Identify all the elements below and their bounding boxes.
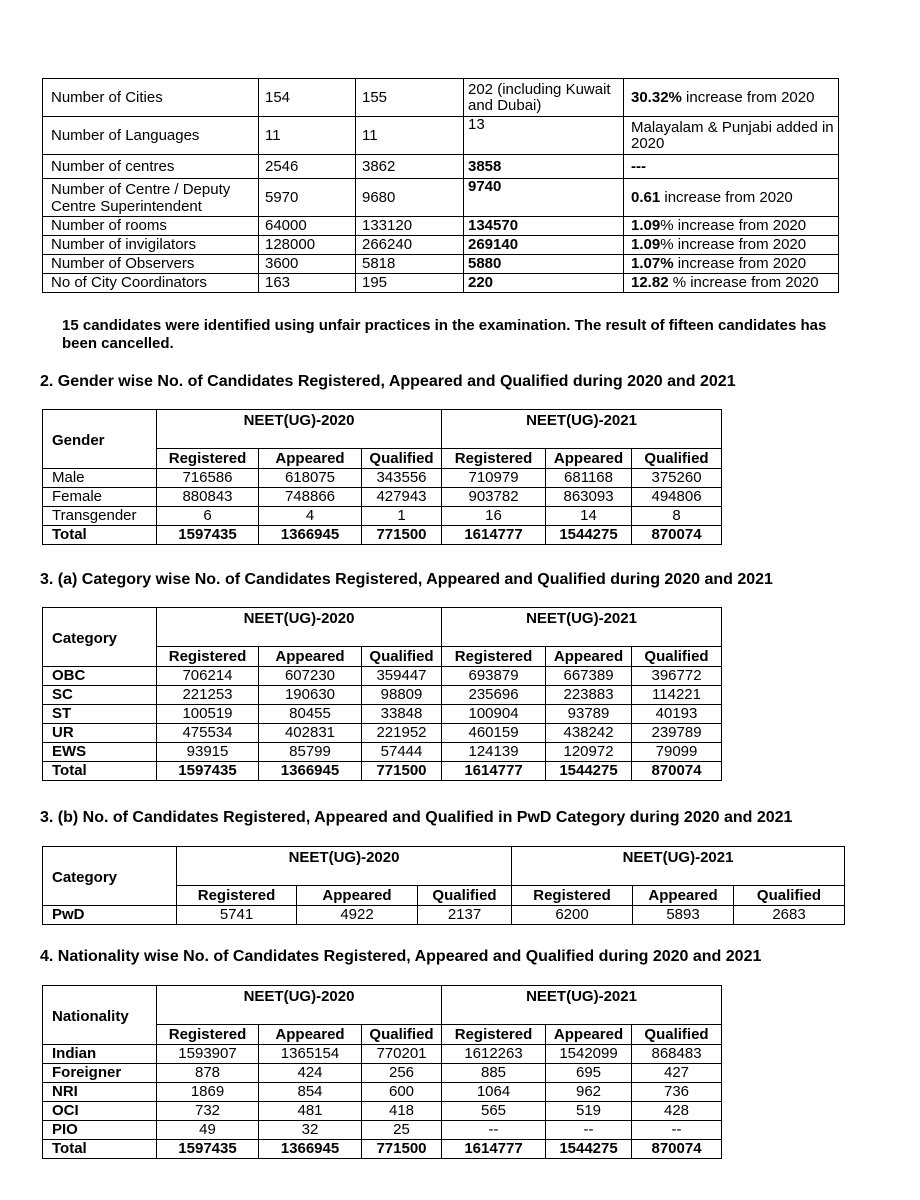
stats-change-text: increase from 2020: [681, 88, 815, 106]
category-cell: 1366945: [259, 762, 362, 781]
stats-row: [43, 217, 839, 236]
category-registered-header-2020: Registered: [157, 647, 259, 667]
stats-change-bold: 30.32%: [631, 88, 682, 106]
stats-2021-value: 220: [464, 274, 624, 293]
gender-row: [43, 469, 722, 488]
category-cell: 402831: [259, 724, 362, 743]
nationality-row: [43, 1064, 722, 1083]
nationality-cell: 25: [362, 1121, 442, 1140]
category-cell: 221253: [157, 686, 259, 705]
stats-row: [43, 79, 839, 117]
category-cell: 607230: [259, 667, 362, 686]
category-qualified-header-2020: Qualified: [362, 647, 442, 667]
category-cell: 93789: [546, 705, 632, 724]
nationality-cell: 256: [362, 1064, 442, 1083]
gender-neet2020-header: NEET(UG)-2020: [157, 410, 442, 449]
stats-2021-value: 9740: [464, 179, 624, 217]
gender-cell: 4: [259, 507, 362, 526]
category-table: [42, 607, 722, 781]
pwd-table: [42, 846, 845, 925]
gender-cell: 863093: [546, 488, 632, 507]
nationality-cell: 695: [546, 1064, 632, 1083]
nationality-cell: 600: [362, 1083, 442, 1102]
category-row: [43, 686, 722, 705]
category-row: [43, 724, 722, 743]
category-row-label: Total: [43, 762, 157, 781]
pwd-cell: 5893: [633, 906, 734, 925]
nationality-cell: 565: [442, 1102, 546, 1121]
stats-change-bold: 1.07%: [631, 255, 674, 272]
nationality-row: [43, 1140, 722, 1159]
category-cell: 124139: [442, 743, 546, 762]
stats-row-label: Number of rooms: [43, 217, 259, 236]
category-heading: 3. (a) Category wise No. of Candidates Registered, Appeared and Qualified during 2020 and 2021: [40, 571, 773, 588]
stats-row-label: Number of Observers: [43, 255, 259, 274]
nationality-row-label: Total: [43, 1140, 157, 1159]
category-cell: 80455: [259, 705, 362, 724]
gender-cell: 16: [442, 507, 546, 526]
stats-2019-value: 5970: [259, 179, 356, 217]
gender-cell: 903782: [442, 488, 546, 507]
category-cell: 1614777: [442, 762, 546, 781]
category-cell: 475534: [157, 724, 259, 743]
category-row: [43, 705, 722, 724]
stats-2020-value: 9680: [356, 179, 464, 217]
pwd-registered-header-2021: Registered: [512, 886, 633, 906]
stats-2020-value: 3862: [356, 155, 464, 179]
nationality-cell: 1366945: [259, 1140, 362, 1159]
pwd-cell: 6200: [512, 906, 633, 925]
pwd-qualified-header-2020: Qualified: [418, 886, 512, 906]
category-row-label: EWS: [43, 743, 157, 762]
nationality-cell: 1365154: [259, 1045, 362, 1064]
gender-registered-header-2020: Registered: [157, 449, 259, 469]
category-cell: 460159: [442, 724, 546, 743]
nationality-cell: 1614777: [442, 1140, 546, 1159]
category-cell: 93915: [157, 743, 259, 762]
stats-change-bold: 12.82: [631, 274, 669, 291]
stats-row-label: No of City Coordinators: [43, 274, 259, 293]
stats-2020-value: 5818: [356, 255, 464, 274]
stats-change-cell: [624, 274, 839, 293]
stats-2021-value: 13: [464, 117, 624, 155]
nationality-row-label: Foreigner: [43, 1064, 157, 1083]
nationality-appeared-header-2020: Appeared: [259, 1025, 362, 1045]
nationality-cell: 1544275: [546, 1140, 632, 1159]
nationality-row-label: PIO: [43, 1121, 157, 1140]
stats-change-cell: [624, 79, 839, 117]
nationality-cell: 868483: [632, 1045, 722, 1064]
nationality-table: [42, 985, 722, 1159]
nationality-cell: 481: [259, 1102, 362, 1121]
gender-appeared-header-2021: Appeared: [546, 449, 632, 469]
gender-heading: 2. Gender wise No. of Candidates Registered, Appeared and Qualified during 2020 and 2021: [40, 373, 736, 390]
category-cell: 239789: [632, 724, 722, 743]
gender-cell: 748866: [259, 488, 362, 507]
category-cell: 667389: [546, 667, 632, 686]
stats-2020-value: 266240: [356, 236, 464, 255]
gender-cell: 880843: [157, 488, 259, 507]
nationality-row: [43, 1102, 722, 1121]
gender-neet2021-header: NEET(UG)-2021: [442, 410, 722, 449]
stats-2020-value: 155: [356, 79, 464, 117]
nationality-label: Nationality: [43, 986, 157, 1045]
category-cell: 98809: [362, 686, 442, 705]
pwd-registered-header-2020: Registered: [177, 886, 297, 906]
nationality-row-label: OCI: [43, 1102, 157, 1121]
nationality-row-label: Indian: [43, 1045, 157, 1064]
category-row-label: UR: [43, 724, 157, 743]
nationality-cell: --: [632, 1121, 722, 1140]
unfair-practices-note: 15 candidates were identified using unfair practices in the examination. The result of fifteen candidates has been cancelled.: [62, 317, 827, 352]
category-qualified-header-2021: Qualified: [632, 647, 722, 667]
category-cell: 40193: [632, 705, 722, 724]
stats-row: [43, 236, 839, 255]
category-cell: 120972: [546, 743, 632, 762]
nationality-cell: 1869: [157, 1083, 259, 1102]
pwd-neet2021-header: NEET(UG)-2021: [512, 847, 845, 886]
pwd-cell: 2683: [734, 906, 845, 925]
stats-2021-value: 5880: [464, 255, 624, 274]
stats-change-bold: ---: [631, 157, 646, 175]
gender-row-label: Male: [43, 469, 157, 488]
nationality-cell: 418: [362, 1102, 442, 1121]
gender-cell: 1366945: [259, 526, 362, 545]
category-cell: 1597435: [157, 762, 259, 781]
nationality-registered-header-2020: Registered: [157, 1025, 259, 1045]
nationality-cell: --: [546, 1121, 632, 1140]
stats-row-label: Number of Centre / Deputy Centre Superintendent: [43, 179, 259, 217]
gender-cell: 716586: [157, 469, 259, 488]
stats-2021-value: 3858: [464, 155, 624, 179]
stats-change-cell: [624, 255, 839, 274]
category-cell: 190630: [259, 686, 362, 705]
nationality-neet2021-header: NEET(UG)-2021: [442, 986, 722, 1025]
nationality-neet2020-header: NEET(UG)-2020: [157, 986, 442, 1025]
category-cell: 870074: [632, 762, 722, 781]
stats-change-cell: [624, 155, 839, 179]
nationality-cell: --: [442, 1121, 546, 1140]
pwd-heading: 3. (b) No. of Candidates Registered, Appeared and Qualified in PwD Category during 2020 and 2021: [40, 809, 793, 826]
stats-2020-value: 195: [356, 274, 464, 293]
pwd-cell: 5741: [177, 906, 297, 925]
nationality-registered-header-2021: Registered: [442, 1025, 546, 1045]
category-cell: 100519: [157, 705, 259, 724]
gender-cell: 710979: [442, 469, 546, 488]
stats-change-text: increase from 2020: [660, 188, 793, 206]
gender-row: [43, 526, 722, 545]
stats-row-label: Number of Languages: [43, 117, 259, 155]
pwd-neet2020-header: NEET(UG)-2020: [177, 847, 512, 886]
category-row: [43, 762, 722, 781]
pwd-appeared-header-2021: Appeared: [633, 886, 734, 906]
stats-row: [43, 179, 839, 217]
stats-2019-value: 154: [259, 79, 356, 117]
nationality-cell: 427: [632, 1064, 722, 1083]
gender-qualified-header-2020: Qualified: [362, 449, 442, 469]
stats-2021-value: 269140: [464, 236, 624, 255]
stats-2019-value: 64000: [259, 217, 356, 236]
nationality-cell: 428: [632, 1102, 722, 1121]
gender-row-label: Female: [43, 488, 157, 507]
nationality-row: [43, 1083, 722, 1102]
stats-change-cell: [624, 217, 839, 236]
stats-row: [43, 155, 839, 179]
category-cell: 1544275: [546, 762, 632, 781]
nationality-cell: 732: [157, 1102, 259, 1121]
gender-cell: 1597435: [157, 526, 259, 545]
category-cell: 693879: [442, 667, 546, 686]
stats-2020-value: 11: [356, 117, 464, 155]
category-cell: 221952: [362, 724, 442, 743]
nationality-cell: 870074: [632, 1140, 722, 1159]
category-row-label: ST: [43, 705, 157, 724]
category-row: [43, 667, 722, 686]
gender-appeared-header-2020: Appeared: [259, 449, 362, 469]
nationality-cell: 424: [259, 1064, 362, 1083]
gender-cell: 771500: [362, 526, 442, 545]
category-cell: 114221: [632, 686, 722, 705]
category-cell: 396772: [632, 667, 722, 686]
gender-cell: 343556: [362, 469, 442, 488]
stats-row: [43, 117, 839, 155]
stats-change-text: Malayalam & Punjabi added in 2020: [631, 118, 834, 152]
category-appeared-header-2020: Appeared: [259, 647, 362, 667]
exam-stats-table: [42, 78, 839, 293]
stats-change-text: % increase from 2020: [660, 217, 807, 234]
stats-row: [43, 255, 839, 274]
category-registered-header-2021: Registered: [442, 647, 546, 667]
category-label: Category: [43, 608, 157, 667]
nationality-appeared-header-2021: Appeared: [546, 1025, 632, 1045]
nationality-qualified-header-2021: Qualified: [632, 1025, 722, 1045]
gender-cell: 494806: [632, 488, 722, 507]
nationality-cell: 1597435: [157, 1140, 259, 1159]
stats-change-cell: [624, 179, 839, 217]
nationality-cell: 519: [546, 1102, 632, 1121]
gender-cell: 870074: [632, 526, 722, 545]
stats-2019-value: 128000: [259, 236, 356, 255]
pwd-label: Category: [43, 847, 177, 906]
pwd-cell: 2137: [418, 906, 512, 925]
nationality-cell: 878: [157, 1064, 259, 1083]
nationality-cell: 771500: [362, 1140, 442, 1159]
nationality-cell: 32: [259, 1121, 362, 1140]
category-row: [43, 743, 722, 762]
nationality-row: [43, 1121, 722, 1140]
nationality-row-label: NRI: [43, 1083, 157, 1102]
stats-row-label: Number of centres: [43, 155, 259, 179]
pwd-qualified-header-2021: Qualified: [734, 886, 845, 906]
stats-2019-value: 163: [259, 274, 356, 293]
nationality-cell: 1612263: [442, 1045, 546, 1064]
stats-row-label: Number of Cities: [43, 79, 259, 117]
gender-row-label: Total: [43, 526, 157, 545]
nationality-cell: 736: [632, 1083, 722, 1102]
nationality-cell: 962: [546, 1083, 632, 1102]
stats-change-bold: 0.61: [631, 188, 661, 206]
gender-row-label: Transgender: [43, 507, 157, 526]
nationality-heading: 4. Nationality wise No. of Candidates Registered, Appeared and Qualified during 2020 and 2021: [40, 948, 762, 965]
category-cell: 235696: [442, 686, 546, 705]
nationality-cell: 1593907: [157, 1045, 259, 1064]
stats-change-text: % increase from 2020: [668, 274, 819, 291]
category-neet2020-header: NEET(UG)-2020: [157, 608, 442, 647]
category-cell: 771500: [362, 762, 442, 781]
gender-table: [42, 409, 722, 545]
category-cell: 706214: [157, 667, 259, 686]
nationality-cell: 885: [442, 1064, 546, 1083]
nationality-cell: 770201: [362, 1045, 442, 1064]
nationality-cell: 854: [259, 1083, 362, 1102]
stats-2021-value: 134570: [464, 217, 624, 236]
category-cell: 33848: [362, 705, 442, 724]
stats-2021-value: 202 (including Kuwait and Dubai): [464, 79, 624, 117]
gender-cell: 427943: [362, 488, 442, 507]
gender-cell: 1: [362, 507, 442, 526]
category-cell: 85799: [259, 743, 362, 762]
stats-row-label: Number of invigilators: [43, 236, 259, 255]
gender-cell: 6: [157, 507, 259, 526]
category-cell: 223883: [546, 686, 632, 705]
category-cell: 100904: [442, 705, 546, 724]
stats-2020-value: 133120: [356, 217, 464, 236]
category-cell: 359447: [362, 667, 442, 686]
category-cell: 57444: [362, 743, 442, 762]
pwd-row: [43, 906, 845, 925]
stats-2019-value: 2546: [259, 155, 356, 179]
category-cell: 438242: [546, 724, 632, 743]
category-cell: 79099: [632, 743, 722, 762]
stats-change-text: % increase from 2020: [660, 236, 807, 253]
stats-2019-value: 3600: [259, 255, 356, 274]
stats-2019-value: 11: [259, 117, 356, 155]
stats-change-bold: 1.09: [631, 217, 661, 234]
stats-change-bold: 1.09: [631, 236, 661, 253]
stats-change-cell: [624, 236, 839, 255]
stats-change-text: increase from 2020: [673, 255, 807, 272]
gender-cell: 8: [632, 507, 722, 526]
pwd-cell: 4922: [297, 906, 418, 925]
nationality-cell: 1064: [442, 1083, 546, 1102]
nationality-qualified-header-2020: Qualified: [362, 1025, 442, 1045]
gender-registered-header-2021: Registered: [442, 449, 546, 469]
category-row-label: OBC: [43, 667, 157, 686]
gender-cell: 14: [546, 507, 632, 526]
gender-cell: 375260: [632, 469, 722, 488]
gender-label: Gender: [43, 410, 157, 469]
gender-row: [43, 507, 722, 526]
category-appeared-header-2021: Appeared: [546, 647, 632, 667]
nationality-row: [43, 1045, 722, 1064]
pwd-row-label: PwD: [43, 906, 177, 925]
gender-cell: 1614777: [442, 526, 546, 545]
stats-row: [43, 274, 839, 293]
category-row-label: SC: [43, 686, 157, 705]
gender-cell: 618075: [259, 469, 362, 488]
gender-qualified-header-2021: Qualified: [632, 449, 722, 469]
gender-row: [43, 488, 722, 507]
nationality-cell: 1542099: [546, 1045, 632, 1064]
stats-change-cell: [624, 117, 839, 155]
pwd-appeared-header-2020: Appeared: [297, 886, 418, 906]
nationality-cell: 49: [157, 1121, 259, 1140]
gender-cell: 1544275: [546, 526, 632, 545]
category-neet2021-header: NEET(UG)-2021: [442, 608, 722, 647]
gender-cell: 681168: [546, 469, 632, 488]
